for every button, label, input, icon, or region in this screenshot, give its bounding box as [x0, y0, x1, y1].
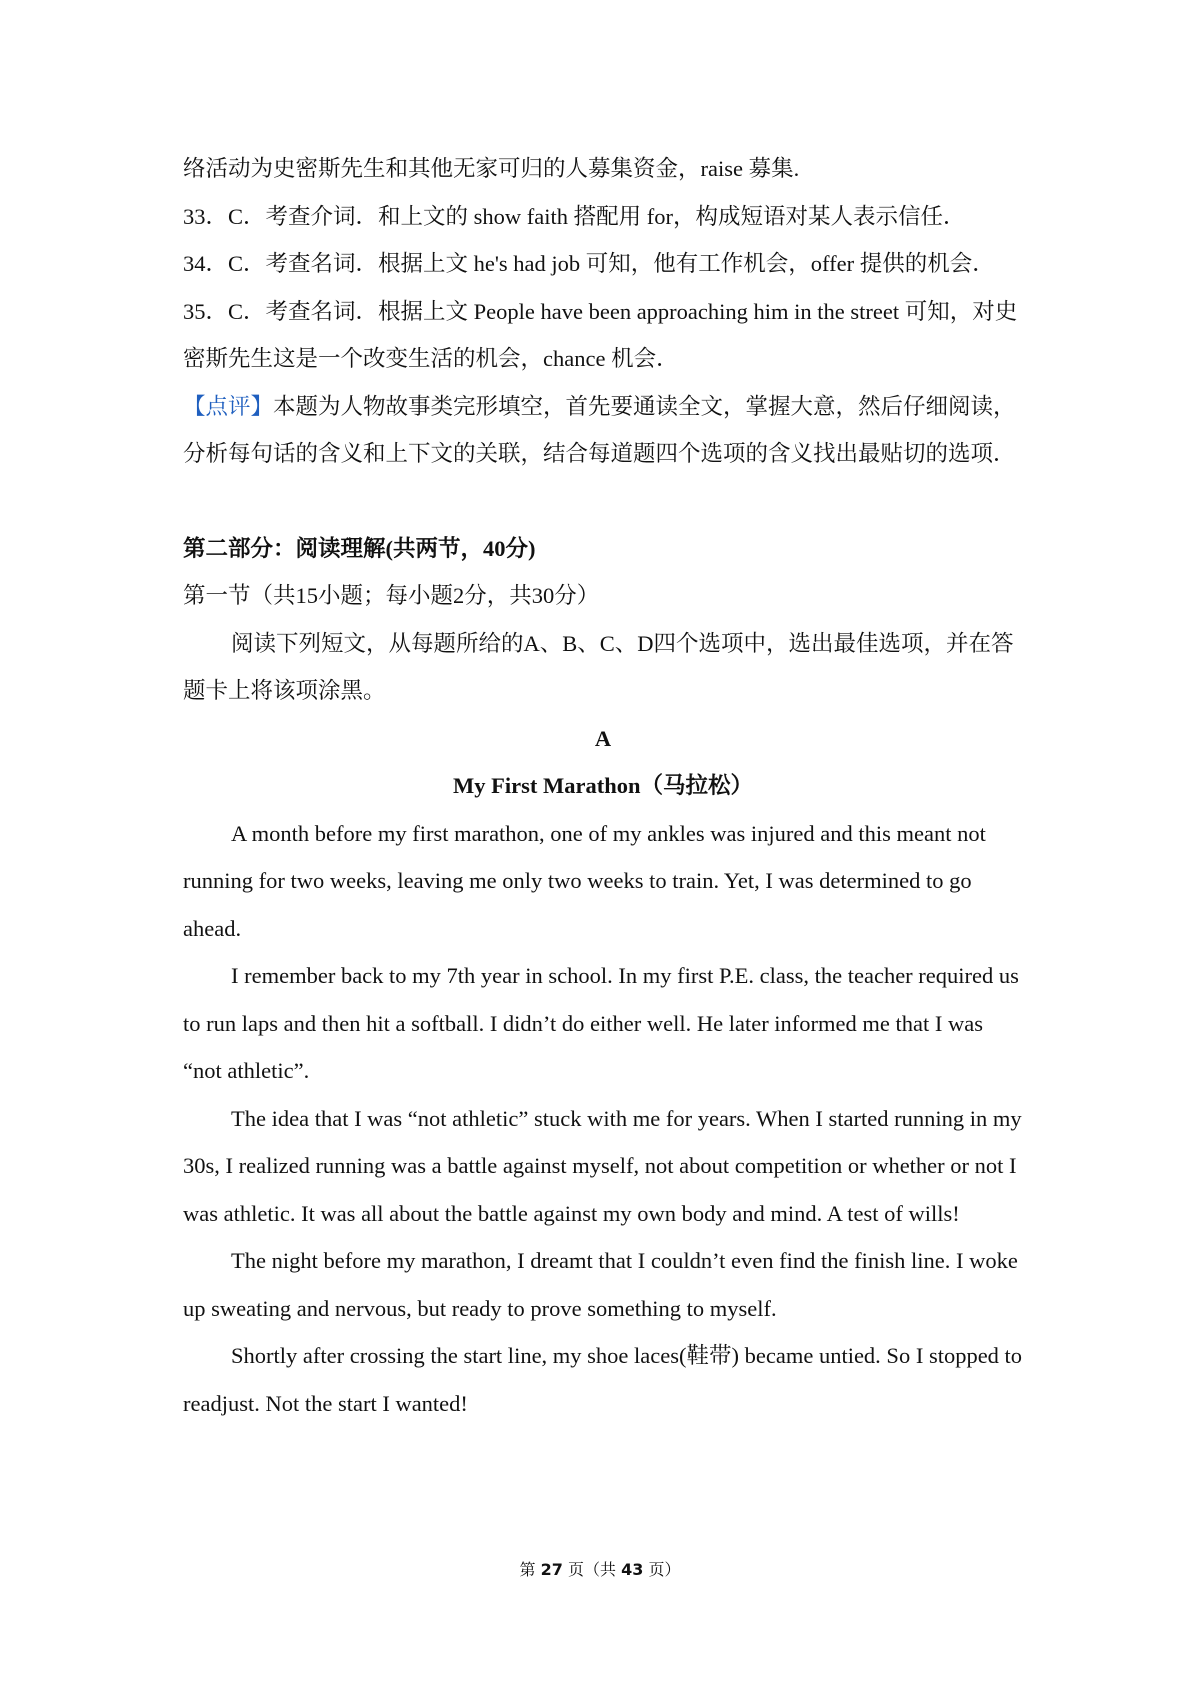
- passage-paragraph: I remember back to my 7th year in school. In my first P.E. class, the teacher required us to run laps and then hit a softball. I didn’t do either well. He later informed me that I was “not athletic”.: [183, 963, 1019, 1083]
- section-instruction: 阅读下列短文，从每题所给的A、B、C、D四个选项中，选出最佳选项，并在答题卡上将该项涂黑。: [183, 630, 1014, 703]
- footer-total-pages: 43: [621, 1560, 644, 1579]
- answer-35: 35．C．考查名词．根据上文 People have been approaching him in the street 可知，对史密斯先生这是一个改变生活的机会，chance 机会．: [183, 298, 1018, 371]
- page-content: [183, 145, 1023, 1427]
- comment-text: 本题为人物故事类完形填空，首先要通读全文，掌握大意，然后仔细阅读，分析每句话的含义和上下文的关联，结合每道题四个选项的含义找出最贴切的选项．: [183, 393, 1016, 466]
- footer-page-number: 27: [540, 1560, 563, 1579]
- comment-label: 【点评】: [183, 393, 274, 419]
- passage-paragraph: The night before my marathon, I dreamt that I couldn’t even find the finish line. I woke up sweating and nervous, but ready to prove something to myself.: [183, 1248, 1018, 1321]
- passage-title: My First Marathon（马拉松）: [453, 773, 753, 798]
- page-footer: [0, 1558, 1200, 1582]
- section-title: 第二部分：阅读理解(共两节，40分): [183, 535, 536, 561]
- passage-paragraph: The idea that I was “not athletic” stuck with me for years. When I started running in my 30s, I realized running was a battle against myself, not about competition or whether or not I was athletic. It was all about the battle against my own body and mind. A test of wills!: [183, 1105, 1022, 1226]
- section-subtitle: 第一节（共15小题；每小题2分，共30分）: [183, 583, 600, 608]
- answer-34: 34．C．考查名词．根据上文 he's had job 可知，他有工作机会，offer 提供的机会．: [183, 251, 995, 276]
- answer-continuation: 络活动为史密斯先生和其他无家可归的人募集资金，raise 募集.: [183, 156, 800, 181]
- passage-letter: A: [594, 725, 612, 751]
- footer-prefix: 第: [519, 1560, 541, 1579]
- footer-middle: 页（共: [562, 1560, 622, 1579]
- answer-33: 33．C．考查介词．和上文的 show faith 搭配用 for，构成短语对某人表示信任．: [183, 203, 966, 229]
- footer-suffix: 页）: [643, 1560, 681, 1579]
- passage-paragraph: A month before my first marathon, one of my ankles was injured and this meant not running for two weeks, leaving me only two weeks to train. Yet, I was determined to go ahead.: [183, 820, 986, 941]
- comment-paragraph: [183, 383, 1023, 478]
- passage-paragraph: Shortly after crossing the start line, my shoe laces(鞋带) became untied. So I stopped to readjust. Not the start I wanted!: [183, 1343, 1023, 1416]
